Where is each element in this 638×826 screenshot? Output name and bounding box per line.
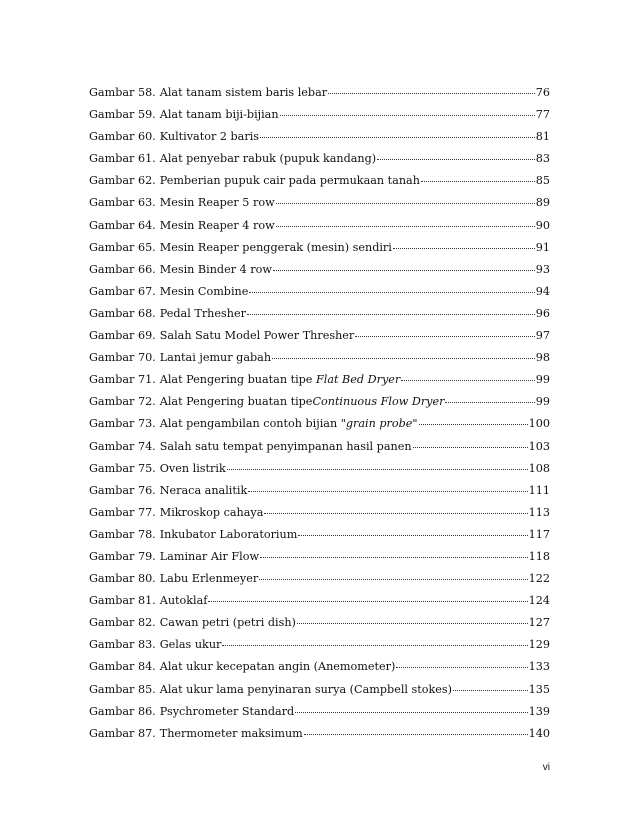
dot-leader [419, 424, 528, 425]
page-number: 129 [528, 638, 550, 652]
page-number: 97 [535, 329, 550, 343]
figure-number: Gambar 67. [89, 284, 156, 298]
toc-entry [89, 683, 550, 705]
toc-entry [89, 705, 550, 727]
page-number: 83 [535, 152, 550, 166]
toc-entry [89, 727, 550, 749]
figure-title-italic: grain probe [345, 417, 413, 431]
page-number: 85 [535, 174, 550, 188]
page-number: 103 [528, 439, 550, 453]
figure-title: Salah Satu Model Power Thresher [159, 329, 355, 343]
figure-title-italic: Flat Bed Dryer [316, 373, 401, 387]
toc-entry [89, 484, 550, 506]
toc-entry [89, 528, 550, 550]
figure-title-italic: Continuous Flow Dryer [312, 395, 445, 409]
page-number: 127 [528, 616, 550, 630]
page-number: 98 [535, 351, 550, 365]
toc-entry [89, 329, 550, 351]
figure-number: Gambar 72. [89, 395, 156, 409]
page-number: 135 [528, 682, 550, 696]
page-number: 117 [528, 527, 550, 541]
dot-leader [396, 667, 527, 668]
figure-title [160, 373, 400, 386]
dot-leader [260, 137, 535, 138]
figure-number: Gambar 61. [89, 152, 156, 166]
dot-leader [208, 601, 527, 602]
dot-leader [295, 712, 527, 713]
toc-entry [89, 638, 550, 660]
figure-number: Gambar 85. [89, 682, 156, 696]
figure-title: Salah satu tempat penyimpanan hasil panen [159, 439, 412, 453]
figure-title [160, 417, 418, 430]
toc-entry [89, 440, 550, 462]
figure-title: Mesin Binder 4 row [159, 262, 272, 276]
figure-title: Labu Erlenmeyer [159, 572, 259, 586]
figure-title: Mesin Reaper 4 row [159, 218, 275, 232]
figure-number: Gambar 66. [89, 262, 156, 276]
page-number: 140 [528, 726, 550, 740]
figure-title: Cawan petri (petri dish) [159, 616, 296, 630]
figure-number: Gambar 84. [89, 660, 156, 674]
toc-entry [89, 196, 550, 218]
toc-entry [89, 241, 550, 263]
toc-entry [89, 152, 550, 174]
figure-number: Gambar 70. [89, 351, 156, 365]
page-number: 77 [535, 108, 550, 122]
dot-leader [264, 513, 527, 514]
toc-entry [89, 506, 550, 528]
toc-entry [89, 594, 550, 616]
figure-title: Thermometer maksimum [159, 726, 303, 740]
figure-number: Gambar 79. [89, 549, 156, 563]
figure-title: Inkubator Laboratorium [159, 527, 298, 541]
dot-leader [377, 159, 535, 160]
toc-entry [89, 550, 550, 572]
page-number: 111 [528, 483, 550, 497]
dot-leader [453, 690, 528, 691]
toc-entry [89, 86, 550, 108]
dot-leader [445, 402, 534, 403]
figure-number: Gambar 60. [89, 130, 156, 144]
toc-entry [89, 285, 550, 307]
toc-entry [89, 373, 550, 395]
figure-number: Gambar 69. [89, 329, 156, 343]
dot-leader [413, 447, 528, 448]
figure-number: Gambar 78. [89, 527, 156, 541]
dot-leader [273, 270, 535, 271]
dot-leader [421, 181, 535, 182]
figure-title: Neraca analitik [159, 483, 248, 497]
figure-number: Gambar 75. [89, 461, 156, 475]
dot-leader [227, 469, 528, 470]
figure-title: Psychrometer Standard [159, 704, 295, 718]
toc-entry [89, 307, 550, 329]
dot-leader [297, 623, 528, 624]
toc-entry [89, 660, 550, 682]
page-number: 122 [528, 572, 550, 586]
dot-leader [247, 314, 535, 315]
figure-title: Autoklaf [159, 594, 208, 608]
dot-leader [280, 115, 535, 116]
figure-title: Laminar Air Flow [159, 549, 260, 563]
figure-title-text: Alat Pengering buatan tipe [159, 395, 313, 409]
footer-page-number: vi [542, 762, 550, 773]
page-number: 94 [535, 284, 550, 298]
toc-entry [89, 219, 550, 241]
dot-leader [222, 645, 527, 646]
figure-number: Gambar 63. [89, 196, 156, 210]
figure-title: Mesin Combine [159, 284, 249, 298]
dot-leader [298, 535, 527, 536]
dot-leader [249, 292, 534, 293]
toc-entry [89, 417, 550, 439]
figure-number: Gambar 83. [89, 638, 156, 652]
dot-leader [248, 491, 527, 492]
page-number: 108 [528, 461, 550, 475]
page-number: 133 [528, 660, 550, 674]
page-number: 124 [528, 594, 550, 608]
page-number: 99 [535, 395, 550, 409]
list-of-figures [89, 86, 550, 749]
figure-number: Gambar 58. [89, 86, 156, 99]
figure-number: Gambar 65. [89, 240, 156, 254]
dot-leader [355, 336, 534, 337]
figure-title: Mesin Reaper 5 row [159, 196, 275, 210]
figure-title: Alat tanam sistem baris lebar [159, 86, 328, 99]
figure-number: Gambar 71. [89, 373, 156, 387]
page-number: 99 [535, 373, 550, 387]
toc-entry [89, 263, 550, 285]
dot-leader [260, 557, 528, 558]
toc-entry [89, 395, 550, 417]
page-number: 81 [535, 130, 550, 144]
figure-number: Gambar 77. [89, 505, 156, 519]
figure-number: Gambar 86. [89, 704, 156, 718]
figure-number: Gambar 73. [89, 417, 156, 431]
page-number: 91 [535, 240, 550, 254]
toc-entry [89, 130, 550, 152]
figure-title: Gelas ukur [159, 638, 222, 652]
figure-title: Kultivator 2 baris [159, 130, 260, 144]
page-number: 76 [535, 86, 550, 99]
dot-leader [259, 579, 527, 580]
dot-leader [304, 734, 528, 735]
toc-entry [89, 351, 550, 373]
dot-leader [328, 93, 535, 94]
figure-number: Gambar 82. [89, 616, 156, 630]
page-number: 93 [535, 262, 550, 276]
figure-number: Gambar 81. [89, 594, 156, 608]
dot-leader [276, 226, 535, 227]
figure-title: Pedal Trhesher [159, 306, 246, 320]
figure-title: Pemberian pupuk cair pada permukaan tanah [159, 174, 420, 188]
figure-title: Alat tanam biji-bijian [159, 108, 279, 122]
toc-entry [89, 108, 550, 130]
dot-leader [276, 203, 535, 204]
figure-number: Gambar 76. [89, 483, 156, 497]
page-number: 96 [535, 306, 550, 320]
figure-title-text: Alat Pengering buatan tipe [159, 373, 316, 387]
toc-entry [89, 174, 550, 196]
figure-title: Lantai jemur gabah [159, 351, 272, 365]
figure-title [160, 395, 445, 408]
figure-number: Gambar 68. [89, 306, 156, 320]
page-number: 100 [528, 417, 550, 431]
dot-leader [272, 358, 535, 359]
figure-number: Gambar 59. [89, 108, 156, 122]
page-number: 139 [528, 704, 550, 718]
toc-entry [89, 572, 550, 594]
figure-number: Gambar 74. [89, 439, 156, 453]
figure-title: Alat ukur lama penyinaran surya (Campbell stokes) [159, 682, 453, 696]
page-number: 118 [528, 549, 550, 563]
figure-title: Mikroskop cahaya [159, 505, 264, 519]
toc-entry [89, 462, 550, 484]
figure-title: Alat ukur kecepatan angin (Anemometer) [159, 660, 396, 674]
figure-number: Gambar 80. [89, 572, 156, 586]
figure-title-text: Alat pengambilan contoh bijian " [159, 417, 346, 431]
dot-leader [393, 248, 535, 249]
figure-title: Oven listrik [159, 461, 226, 475]
figure-title: Mesin Reaper penggerak (mesin) sendiri [159, 240, 392, 254]
figure-title: Alat penyebar rabuk (pupuk kandang) [159, 152, 377, 166]
page-number: 90 [535, 218, 550, 232]
figure-title-suffix: " [412, 417, 418, 431]
dot-leader [401, 380, 535, 381]
page-number: 89 [535, 196, 550, 210]
figure-number: Gambar 87. [89, 726, 156, 740]
figure-number: Gambar 64. [89, 218, 156, 232]
figure-number: Gambar 62. [89, 174, 156, 188]
page-number: 113 [528, 505, 550, 519]
toc-entry [89, 616, 550, 638]
